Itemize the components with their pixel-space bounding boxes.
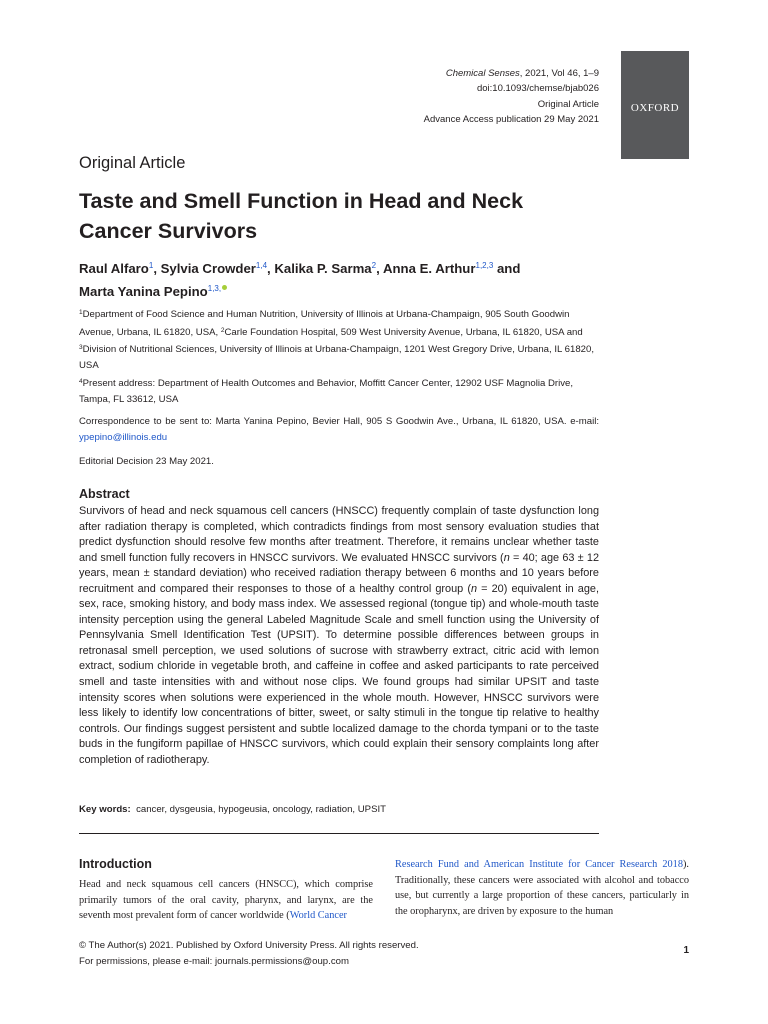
abstract-text (79, 504, 599, 768)
affiliation: Department of Food Science and Human Nutrition, University of Illinois at Urbana-Champaign, 905 South Goodwin Avenue, Urbana, IL 61820, USA, (79, 309, 570, 338)
author-affil-ref[interactable]: 1,3, (207, 283, 222, 293)
author-name: Sylvia Crowder (160, 261, 256, 276)
affiliation: Carle Foundation Hospital, 509 West University Avenue, Urbana, IL 61820, USA and (224, 326, 583, 338)
author-affil-ref[interactable]: 2 (371, 261, 377, 270)
affil-number: 3 (79, 344, 83, 351)
abstract-heading: Abstract (79, 487, 130, 501)
email-link[interactable]: ypepino@illinois.edu (79, 431, 168, 443)
intro-text: Head and neck squamous cell cancers (HNSCC), which comprise primarily tumors of the oral cavity, pharynx, and larynx, are the seventh most prevalent form of cancer worldwide ( (79, 879, 373, 921)
intro-text: ). (682, 859, 689, 870)
author-list (79, 256, 599, 301)
orcid-icon[interactable] (222, 285, 227, 290)
abstract-part: Survivors of head and neck squamous cell cancers (HNSCC) frequently complain of taste dysfunction long after radiation therapy is completed, which contradicts findings from most sensory evaluation studies that predict dysfunction should resolve few months after treatment. Therefore, it remains unclear whether taste and smell function fully recovers in HNSCC survivors. We evaluated HNSCC survivors ( (79, 505, 599, 564)
correspondence-text: Correspondence to be sent to: Marta Yanina Pepino, Bevier Hall, 905 S Goodwin Ave., Urbana, IL 61820, USA. e-mail: (79, 416, 599, 427)
journal-name: Chemical Senses (445, 68, 520, 79)
intro-column-left (79, 877, 373, 924)
present-address (79, 374, 599, 407)
editorial-decision: Editorial Decision 23 May 2021. (79, 456, 214, 467)
abstract-part: = 20) equivalent in age, sex, race, smoking history, and body mass index. We assessed regional (tongue tip) and whole-mouth taste intensity perception using the general Labeled Magnitude Scale and smell function using the University of Pennsylvania Smell Identification Test (UPSIT). To determine possible differences between groups in retronasal smell perception, we used solutions of sucrose with strawberry extract, citric acid with lemon extract, sodium chloride in vegetable broth, and caffeine in coffee and asked participants to rate perceived smell and taste intensities with and without nose clips. We found groups had similar UPSIT and taste intensity scores when solutions were experienced in the whole mouth. However, HNSCC survivors were less likely to identify low concentrations of bitter, sweet, or salty stimuli in the tongue tip relative to healthy controls. Our findings suggest persistent and subtle localized damage to the chorda tympani or to the taste buds in the fungiform papillae of HNSCC survivors, which could explain their sensory complaints long after completion of radiotherapy. (79, 582, 599, 766)
author-name: Kalika P. Sarma (274, 261, 372, 276)
affiliations (79, 305, 599, 373)
correspondence (79, 414, 599, 445)
doi: doi:10.1093/chemse/bjab026 (476, 83, 599, 95)
citation-link[interactable]: Research Fund and American Institute for Cancer Research 2018 (395, 859, 683, 870)
author-separator: , (153, 261, 161, 276)
author-affil-ref[interactable]: 1 (148, 261, 154, 270)
article-label: Original Article (537, 98, 599, 110)
author-separator: , (267, 261, 275, 276)
author-name: Raul Alfaro (79, 261, 149, 276)
abstract-n: n (470, 582, 478, 595)
affil-number: 4 (79, 378, 83, 385)
affiliation: Division of Nutritional Sciences, University of Illinois at Urbana-Champaign, 1201 West Gregory Drive, Urbana, IL 61820, USA (79, 344, 594, 371)
journal-metadata (424, 66, 599, 127)
author-separator: , (376, 261, 383, 276)
author-name: Anna E. Arthur (382, 261, 476, 276)
keywords-text: cancer, dysgeusia, hypogeusia, oncology, radiation, UPSIT (136, 804, 387, 815)
author-name: Marta Yanina Pepino (79, 283, 208, 299)
keywords-label: Key words: (79, 804, 131, 815)
introduction-heading: Introduction (79, 857, 152, 871)
section-divider (79, 833, 599, 834)
footer (79, 938, 419, 969)
affil-number: 1 (79, 309, 83, 316)
abstract-part: = 40; age 63 ± 12 years, mean ± standard deviation) who received radiation therapy between 6 months and 10 years before recruitment and compared their responses to those of a healthy control group ( (79, 551, 599, 595)
affil-number: 2 (220, 326, 225, 334)
publisher-logo-block (621, 51, 689, 159)
present-address-text: Present address: Department of Health Outcomes and Behavior, Moffitt Cancer Center, 12902 USF Magnolia Drive, Tampa, FL 33612, USA (79, 378, 574, 405)
copyright: © The Author(s) 2021. Published by Oxford University Press. All rights reserved. (79, 940, 419, 951)
abstract-n: n (503, 551, 510, 564)
journal-volume: , 2021, Vol 46, 1–9 (519, 68, 599, 79)
article-title: Taste and Smell Function in Head and Neck Cancer Survivors (79, 189, 524, 243)
article-type: Original Article (79, 154, 186, 172)
author-affil-ref[interactable]: 1,2,3 (475, 261, 494, 270)
advance-access: Advance Access publication 29 May 2021 (423, 113, 599, 125)
author-affil-ref[interactable]: 1,4 (255, 261, 268, 270)
author-separator: and (493, 261, 521, 276)
intro-text: Traditionally, these cancers were associated with alcohol and tobacco use, but currently a large proportion of these cancers, particularly in the oropharynx, are driven by exposure to the human (395, 874, 689, 917)
keywords (79, 802, 599, 818)
page-number: 1 (683, 945, 689, 956)
oxford-logo: OXFORD (630, 102, 680, 114)
citation-link[interactable]: World Cancer (289, 910, 347, 921)
permissions: For permissions, please e-mail: journals.permissions@oup.com (79, 955, 349, 967)
intro-column-right (395, 857, 689, 919)
